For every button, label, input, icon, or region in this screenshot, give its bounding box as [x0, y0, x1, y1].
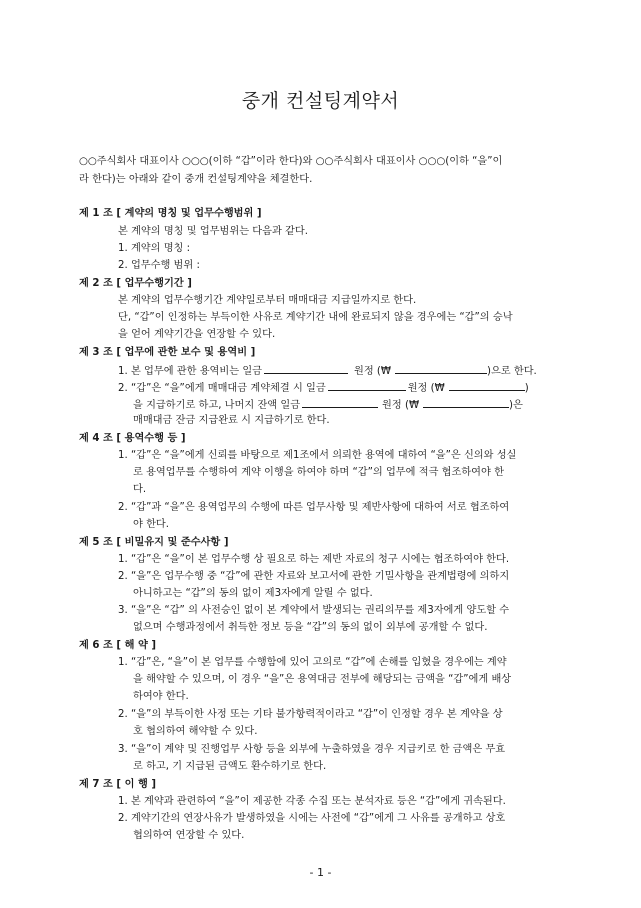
- article-4-line: 1. “갑”은 “을”에게 신뢰를 바탕으로 제1조에서 의뢰한 용역에 대하여 “을”은 신의와 성실: [118, 450, 517, 461]
- article-3-line-2: [118, 380, 529, 396]
- article-1-heading: 제 1 조 [ 계약의 명칭 및 업무수행범위 ]: [79, 208, 262, 219]
- article-4-line: 로 용역업무를 수행하여 계약 이행을 하여야 하며 “갑”의 업무에 적극 협조하여야 한: [133, 467, 504, 478]
- deposit-text: 2. “갑”은 “을”에게 매매대금 계약체결 시 일금: [118, 383, 326, 394]
- article-5-line: 3. “을”은 “갑” 의 사전승인 없이 본 계약에서 발생되는 권리의무를 제3자에게 양도할 수: [118, 605, 510, 616]
- article-5-line: 없으며 수행과정에서 취득한 정보 등을 “갑”의 동의 없이 외부에 공개할 수 없다.: [133, 622, 488, 633]
- closing-text: ): [524, 383, 529, 394]
- article-5-heading: 제 5 조 [ 비밀유지 및 준수사항 ]: [79, 537, 229, 548]
- article-7-line: 1. 본 계약과 관련하여 “을”이 제공한 각종 수집 또는 분석자료 등은 “갑”에게 귀속된다.: [118, 796, 506, 807]
- article-3-line-1: [118, 363, 537, 379]
- article-7-heading: 제 7 조 [ 이 행 ]: [79, 779, 157, 790]
- article-6-line: 하여야 한다.: [133, 691, 189, 702]
- article-2-line: 단, “갑”이 인정하는 부득이한 사유로 계약기간 내에 완료되지 않을 경우에는 “갑”의 승낙: [118, 312, 513, 323]
- article-6-line: 2. “을”의 부득이한 사정 또는 기타 불가항력적이라고 “갑”이 인정할 경우 본 계약을 상: [118, 709, 503, 720]
- page-number: - 1 -: [309, 866, 332, 879]
- balance-text: 을 지급하기로 하고, 나머지 잔액 일금: [133, 400, 301, 411]
- article-4-heading: 제 4 조 [ 용역수행 등 ]: [79, 433, 186, 444]
- intro-line-2: 라 한다)는 아래와 같이 중개 컨설팅계약을 체결한다.: [79, 174, 313, 185]
- article-6-line: 3. “을”이 계약 및 진행업무 사항 등을 외부에 누출하였을 경우 지급키로 한 금액은 무효: [118, 744, 506, 755]
- article-1-line: 본 계약의 명칭 및 업무범위는 다음과 같다.: [118, 226, 308, 237]
- article-3-heading: 제 3 조 [ 업무에 관한 보수 및 용역비 ]: [79, 347, 256, 358]
- deposit-amount-blank[interactable]: [328, 380, 406, 391]
- article-4-line: 2. “갑”과 “을”은 용역업무의 수행에 따른 업무사항 및 제반사항에 대하여 서로 협조하여: [118, 502, 510, 513]
- fee-won-blank[interactable]: [395, 363, 487, 374]
- article-1-line: 2. 업무수행 범위 :: [118, 260, 200, 271]
- article-3-line-3: [133, 397, 523, 413]
- article-3-line-4: 매매대금 잔금 지급완료 시 지급하기로 한다.: [133, 415, 330, 426]
- article-4-line: 야 한다.: [133, 519, 169, 530]
- balance-won-blank[interactable]: [423, 397, 509, 408]
- balance-amount-blank[interactable]: [302, 397, 378, 408]
- deposit-won-blank[interactable]: [449, 380, 525, 391]
- article-6-heading: 제 6 조 [ 해 약 ]: [79, 640, 157, 651]
- article-4-line: 다.: [133, 484, 147, 495]
- fee-amount-blank[interactable]: [264, 363, 348, 374]
- closing-text: )은: [509, 400, 523, 411]
- fee-text: 1. 본 업무에 관한 용역비는 일금: [118, 366, 263, 377]
- won-text: 원정 (₩: [382, 400, 420, 411]
- article-7-line: 협의하여 연장할 수 있다.: [133, 830, 245, 841]
- article-7-line: 2. 계약기간의 연장사유가 발생하였을 시에는 사전에 “갑”에게 그 사유를 공개하고 상호: [118, 813, 506, 824]
- won-text: 원정 (₩: [407, 383, 445, 394]
- article-2-heading: 제 2 조 [ 업무수행기간 ]: [79, 278, 192, 289]
- article-1-line: 1. 계약의 명칭 :: [118, 243, 191, 254]
- won-text: 원정 (₩: [354, 366, 391, 377]
- document-title: 중개 컨설팅계약서: [241, 90, 400, 112]
- article-6-line: 을 해약할 수 있으며, 이 경우 “을”은 용역대금 전부에 해당되는 금액을 “갑”에게 배상: [133, 674, 512, 685]
- article-5-line: 아니하고는 “갑”의 동의 없이 제3자에게 알릴 수 없다.: [133, 588, 373, 599]
- article-6-line: 로 하고, 기 지급된 금액도 환수하기로 한다.: [133, 761, 327, 772]
- article-6-line: 호 협의하여 해약할 수 있다.: [133, 726, 258, 737]
- closing-text: )으로 한다.: [486, 366, 537, 377]
- article-5-line: 1. “갑”은 “을”이 본 업무수행 상 필요로 하는 제반 자료의 청구 시에는 협조하여야 한다.: [118, 554, 510, 565]
- article-2-line: 본 계약의 업무수행기간 계약일로부터 매매대금 지급일까지로 한다.: [118, 295, 417, 306]
- article-5-line: 2. “을”은 업무수행 중 “갑”에 관한 자료와 보고서에 관한 기밀사항을 관계법령에 의하지: [118, 571, 510, 582]
- intro-line-1: ○○주식회사 대표이사 ○○○(이하 “갑”이라 한다)와 ○○주식회사 대표이사 ○○○(이하 “을”이: [79, 156, 503, 167]
- article-2-line: 을 얻어 계약기간을 연장할 수 있다.: [118, 329, 276, 340]
- article-6-line: 1. “갑”은, “을”이 본 업무를 수행함에 있어 고의로 “갑”에 손해를 입혔을 경우에는 계약: [118, 657, 507, 668]
